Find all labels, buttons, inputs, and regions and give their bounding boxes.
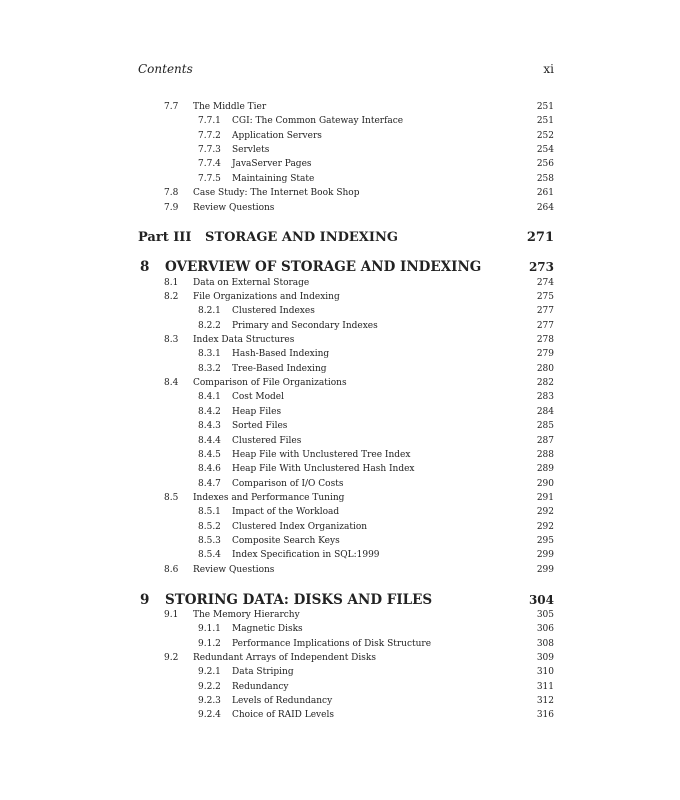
toc-entry-page: 291 xyxy=(536,493,554,503)
toc-chapter-heading xyxy=(0,257,680,277)
toc-entry-number: 8.4.7 xyxy=(198,479,221,489)
toc-entry-page: 292 xyxy=(536,522,554,532)
toc-subsection xyxy=(0,505,680,519)
running-header-page-number: xi xyxy=(543,62,554,76)
toc-entry-page: 264 xyxy=(536,203,554,213)
toc-entry-page: 299 xyxy=(536,550,554,560)
toc-section xyxy=(0,100,680,114)
toc-section xyxy=(0,186,680,200)
toc-entry-label: Sorted Files xyxy=(232,421,288,431)
toc-entry-page: 274 xyxy=(536,278,554,288)
toc-entry-number: 7.7.2 xyxy=(198,131,221,141)
toc-entry-label: Tree-Based Indexing xyxy=(232,364,327,374)
toc-entry-number: 7.7.5 xyxy=(198,174,221,184)
toc-entry-label: Comparison of I/O Costs xyxy=(232,479,344,489)
toc-entry-number: 8.2.2 xyxy=(198,321,221,331)
toc-subsection xyxy=(0,419,680,433)
toc-entry-page: 289 xyxy=(536,464,554,474)
toc-entry-number: 8.3.1 xyxy=(198,349,221,359)
toc-subsection xyxy=(0,129,680,143)
toc-entry-label: Case Study: The Internet Book Shop xyxy=(193,188,360,198)
toc-entry-page: 304 xyxy=(528,593,554,607)
toc-entry-page: 251 xyxy=(536,116,554,126)
toc-entry-number: 7.7.4 xyxy=(198,159,221,169)
toc-section xyxy=(0,563,680,577)
toc-section xyxy=(0,276,680,290)
toc-entry-page: 261 xyxy=(536,188,554,198)
toc-entry-number: 8.4.4 xyxy=(198,436,221,446)
toc-entry-page: 290 xyxy=(536,479,554,489)
toc-entry-label: Heap File With Unclustered Hash Index xyxy=(232,464,415,474)
toc-entry-number: 9 xyxy=(140,592,150,608)
toc-subsection xyxy=(0,637,680,651)
toc-entry-label: Performance Implications of Disk Structure xyxy=(232,639,432,649)
toc-entry-label: OVERVIEW OF STORAGE AND INDEXING xyxy=(165,259,482,275)
toc-section xyxy=(0,608,680,622)
toc-entry-label: Magnetic Disks xyxy=(232,624,303,634)
toc-entry-page: 277 xyxy=(536,306,554,316)
toc-subsection xyxy=(0,520,680,534)
toc-entry-number: 9.2 xyxy=(164,653,179,663)
running-header-title: Contents xyxy=(138,62,193,76)
toc-entry-label: Index Specification in SQL:1999 xyxy=(232,550,380,560)
toc-entry-label: Data Striping xyxy=(232,667,294,677)
toc-entry-label: The Memory Hierarchy xyxy=(193,610,300,620)
toc-entry-label: Primary and Secondary Indexes xyxy=(232,321,378,331)
toc-entry-page: 254 xyxy=(536,145,554,155)
toc-entry-page: 305 xyxy=(536,610,554,620)
toc-entry-label: Levels of Redundancy xyxy=(232,696,333,706)
toc-entry-page: 312 xyxy=(536,696,554,706)
toc-entry-page: 252 xyxy=(536,131,554,141)
toc-subsection xyxy=(0,708,680,722)
toc-subsection xyxy=(0,665,680,679)
toc-entry-number: 8.4.6 xyxy=(198,464,221,474)
toc-entry-page: 278 xyxy=(536,335,554,345)
toc-entry-page: 287 xyxy=(536,436,554,446)
toc-entry-page: 279 xyxy=(536,349,554,359)
toc-entry-number: 8.5.2 xyxy=(198,522,221,532)
toc-entry-number: 8.4 xyxy=(164,378,179,388)
toc-entry-number: 9.1 xyxy=(164,610,179,620)
toc-entry-number: 8.2 xyxy=(164,292,179,302)
toc-entry-label: Maintaining State xyxy=(232,174,315,184)
toc-entry-page: 299 xyxy=(536,565,554,575)
toc-entry-number: 9.1.2 xyxy=(198,639,221,649)
toc-entry-label: Review Questions xyxy=(193,203,275,213)
toc-entry-page: 292 xyxy=(536,507,554,517)
toc-entry-label: Indexes and Performance Tuning xyxy=(193,493,345,503)
toc-subsection xyxy=(0,347,680,361)
toc-entry-page: 295 xyxy=(536,536,554,546)
toc-entry-number: 9.2.2 xyxy=(198,682,221,692)
toc-entry-number: 9.2.3 xyxy=(198,696,221,706)
toc-entry-label: Cost Model xyxy=(232,392,285,402)
toc-entry-number: 8.3 xyxy=(164,335,179,345)
toc-entry-page: 288 xyxy=(536,450,554,460)
toc-entry-label: Index Data Structures xyxy=(193,335,295,345)
toc-entry-page: 284 xyxy=(536,407,554,417)
toc-entry-number: 9.1.1 xyxy=(198,624,221,634)
toc-entry-number: 8.5.1 xyxy=(198,507,221,517)
toc-entry-label: Clustered Indexes xyxy=(232,306,315,316)
toc-entry-page: 316 xyxy=(536,710,554,720)
toc-entry-page: 256 xyxy=(536,159,554,169)
toc-entry-page: 309 xyxy=(536,653,554,663)
toc-entry-label: Clustered Files xyxy=(232,436,302,446)
toc-subsection xyxy=(0,680,680,694)
toc-entry-number: 8.5.3 xyxy=(198,536,221,546)
toc-subsection xyxy=(0,477,680,491)
toc-section xyxy=(0,376,680,390)
toc-entry-number: 7.8 xyxy=(164,188,179,198)
toc-subsection xyxy=(0,157,680,171)
toc-entry-page: 283 xyxy=(536,392,554,402)
toc-entry-number: 9.2.1 xyxy=(198,667,221,677)
toc-entry-label: STORING DATA: DISKS AND FILES xyxy=(165,592,433,608)
toc-entry-label: CGI: The Common Gateway Interface xyxy=(232,116,404,126)
toc-entry-page: 258 xyxy=(536,174,554,184)
toc-section xyxy=(0,201,680,215)
toc-subsection xyxy=(0,448,680,462)
toc-entry-label: The Middle Tier xyxy=(193,102,267,112)
toc-subsection xyxy=(0,548,680,562)
toc-entry-label: Clustered Index Organization xyxy=(232,522,368,532)
toc-subsection xyxy=(0,462,680,476)
toc-entry-page: 311 xyxy=(536,682,554,692)
toc-entry-page: 271 xyxy=(526,230,554,245)
toc-entry-number: 8.6 xyxy=(164,565,179,575)
toc-chapter-heading xyxy=(0,590,680,610)
toc-entry-label: Servlets xyxy=(232,145,270,155)
toc-subsection xyxy=(0,304,680,318)
toc-entry-page: 273 xyxy=(528,260,554,274)
toc-entry-label: Heap File with Unclustered Tree Index xyxy=(232,450,411,460)
toc-entry-page: 310 xyxy=(536,667,554,677)
toc-entry-number: 7.7.1 xyxy=(198,116,221,126)
toc-subsection xyxy=(0,405,680,419)
toc-entry-label: Comparison of File Organizations xyxy=(193,378,347,388)
toc-subsection xyxy=(0,143,680,157)
toc-subsection xyxy=(0,114,680,128)
toc-section xyxy=(0,290,680,304)
toc-entry-label: Part III STORAGE AND INDEXING xyxy=(138,230,398,245)
toc-subsection xyxy=(0,172,680,186)
toc-entry-label: Choice of RAID Levels xyxy=(232,710,334,720)
toc-entry-label: File Organizations and Indexing xyxy=(193,292,340,302)
toc-entry-label: Composite Search Keys xyxy=(232,536,340,546)
toc-section xyxy=(0,333,680,347)
toc-entry-page: 285 xyxy=(536,421,554,431)
toc-entry-page: 308 xyxy=(536,639,554,649)
toc-subsection xyxy=(0,434,680,448)
toc-entry-label: JavaServer Pages xyxy=(232,159,312,169)
toc-entry-number: 8.2.1 xyxy=(198,306,221,316)
toc-entry-number: 7.7 xyxy=(164,102,179,112)
toc-section xyxy=(0,651,680,665)
toc-entry-page: 306 xyxy=(536,624,554,634)
toc-entry-number: 8.5.4 xyxy=(198,550,221,560)
toc-entry-number: 8.4.1 xyxy=(198,392,221,402)
toc-entry-number: 9.2.4 xyxy=(198,710,221,720)
toc-subsection xyxy=(0,319,680,333)
toc-entry-page: 280 xyxy=(536,364,554,374)
toc-entry-label: Data on External Storage xyxy=(193,278,310,288)
toc-entry-label: Redundancy xyxy=(232,682,289,692)
toc-entry-label: Redundant Arrays of Independent Disks xyxy=(193,653,376,663)
toc-subsection xyxy=(0,534,680,548)
toc-entry-label: Heap Files xyxy=(232,407,282,417)
toc-entry-label: Hash-Based Indexing xyxy=(232,349,330,359)
toc-subsection xyxy=(0,622,680,636)
toc-entry-number: 8.3.2 xyxy=(198,364,221,374)
toc-entry-number: 8.4.5 xyxy=(198,450,221,460)
toc-entry-page: 282 xyxy=(536,378,554,388)
toc-entry-number: 7.9 xyxy=(164,203,179,213)
running-header xyxy=(138,62,554,78)
toc-entry-label: Impact of the Workload xyxy=(232,507,340,517)
toc-entry-page: 251 xyxy=(536,102,554,112)
toc-section xyxy=(0,491,680,505)
toc-subsection xyxy=(0,694,680,708)
toc-entry-number: 8 xyxy=(140,259,150,275)
toc-entry-page: 275 xyxy=(536,292,554,302)
toc-entry-page: 277 xyxy=(536,321,554,331)
toc-entry-number: 8.5 xyxy=(164,493,179,503)
toc-subsection xyxy=(0,362,680,376)
toc-part-heading xyxy=(0,228,680,248)
toc-entry-number: 8.4.3 xyxy=(198,421,221,431)
toc-entry-number: 8.1 xyxy=(164,278,179,288)
toc-entry-number: 7.7.3 xyxy=(198,145,221,155)
toc-entry-label: Application Servers xyxy=(232,131,322,141)
toc-entry-number: 8.4.2 xyxy=(198,407,221,417)
toc-subsection xyxy=(0,390,680,404)
toc-entry-label: Review Questions xyxy=(193,565,275,575)
